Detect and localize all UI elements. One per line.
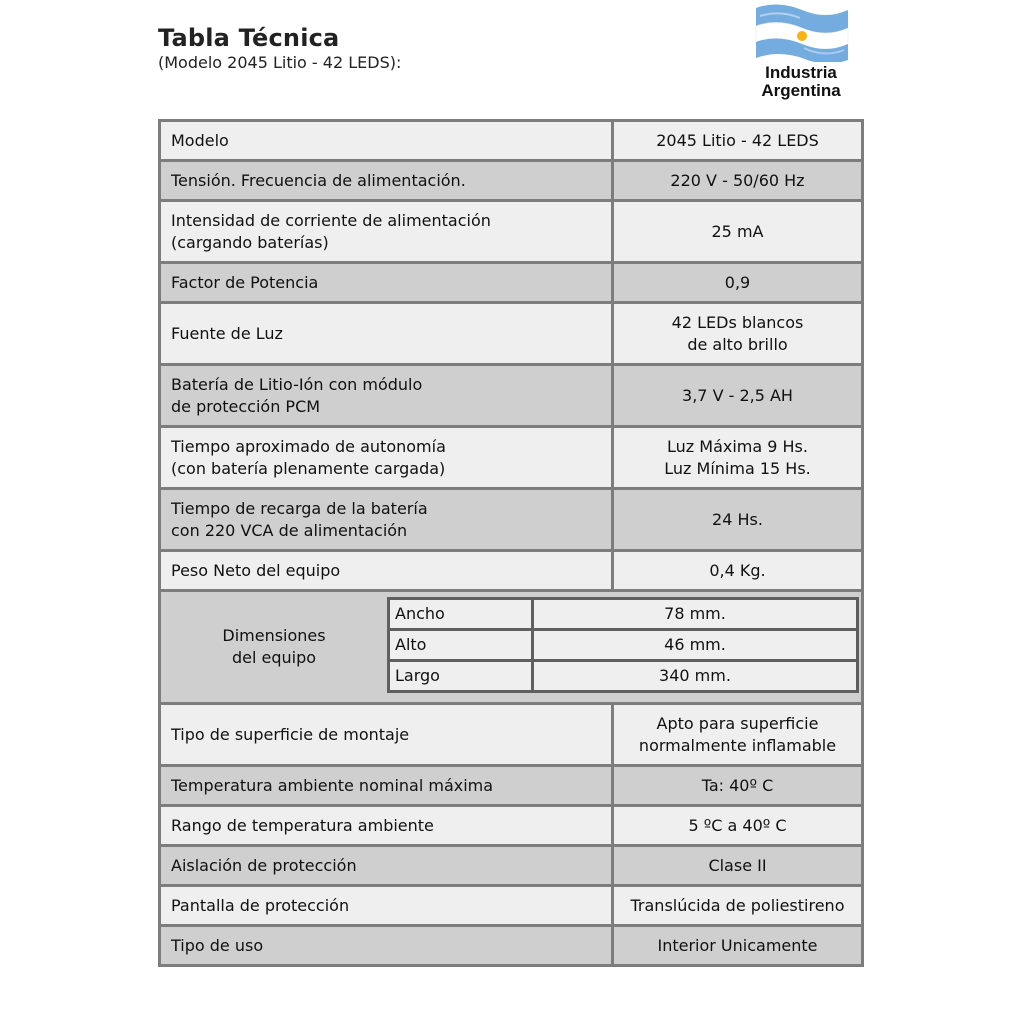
- spec-row-intensidad: [160, 201, 863, 263]
- spec-label: Tensión. Frecuencia de alimentación.: [160, 161, 613, 201]
- spec-value: 24 Hs.: [613, 489, 863, 551]
- spec-value: Apto para superficie normalmente inflamable: [613, 704, 863, 766]
- spec-label: Modelo: [160, 121, 613, 161]
- spec-value: Luz Máxima 9 Hs. Luz Mínima 15 Hs.: [613, 427, 863, 489]
- spec-row-dimensiones: [160, 591, 863, 704]
- dimension-value: 78 mm.: [533, 599, 858, 630]
- spec-value: 3,7 V - 2,5 AH: [613, 365, 863, 427]
- spec-value: Translúcida de poliestireno: [613, 886, 863, 926]
- spec-label: Tiempo de recarga de la batería con 220 VCA de alimentación: [160, 489, 613, 551]
- spec-value: 0,9: [613, 263, 863, 303]
- dimension-name: Largo: [389, 661, 533, 692]
- spec-row-fuente-luz: [160, 303, 863, 365]
- spec-row-superficie: [160, 704, 863, 766]
- spec-value: 0,4 Kg.: [613, 551, 863, 591]
- dimension-value: 46 mm.: [533, 630, 858, 661]
- spec-row-modelo: [160, 121, 863, 161]
- spec-value: Interior Unicamente: [613, 926, 863, 966]
- spec-value: 2045 Litio - 42 LEDS: [613, 121, 863, 161]
- dimension-row-largo: [389, 661, 858, 692]
- spec-row-aislacion: [160, 846, 863, 886]
- page-subtitle: (Modelo 2045 Litio - 42 LEDS):: [158, 53, 402, 72]
- spec-value: Ta: 40º C: [613, 766, 863, 806]
- spec-label: Factor de Potencia: [160, 263, 613, 303]
- dimensions-label: Dimensiones del equipo: [222, 626, 326, 667]
- spec-row-tipo-uso: [160, 926, 863, 966]
- dimension-name: Alto: [389, 630, 533, 661]
- page-title: Tabla Técnica: [158, 24, 340, 52]
- spec-label: Tiempo aproximado de autonomía (con batería plenamente cargada): [160, 427, 613, 489]
- spec-row-tension: [160, 161, 863, 201]
- dimension-row-alto: [389, 630, 858, 661]
- dimension-row-ancho: [389, 599, 858, 630]
- spec-value: 25 mA: [613, 201, 863, 263]
- dimensions-cell: [160, 591, 863, 704]
- spec-row-factor-potencia: [160, 263, 863, 303]
- spec-label: Fuente de Luz: [160, 303, 613, 365]
- dimension-value: 340 mm.: [533, 661, 858, 692]
- logo-text: [748, 64, 854, 100]
- spec-value: 220 V - 50/60 Hz: [613, 161, 863, 201]
- dimension-name: Ancho: [389, 599, 533, 630]
- spec-table: [158, 119, 864, 967]
- spec-label: Batería de Litio-Ión con módulo de protección PCM: [160, 365, 613, 427]
- spec-label: Tipo de superficie de montaje: [160, 704, 613, 766]
- spec-label: Tipo de uso: [160, 926, 613, 966]
- spec-row-peso: [160, 551, 863, 591]
- spec-row-recarga: [160, 489, 863, 551]
- spec-row-autonomia: [160, 427, 863, 489]
- spec-value: 5 ºC a 40º C: [613, 806, 863, 846]
- spec-value: Clase II: [613, 846, 863, 886]
- spec-label: Temperatura ambiente nominal máxima: [160, 766, 613, 806]
- industria-argentina-logo: [748, 0, 854, 104]
- spec-row-bateria: [160, 365, 863, 427]
- dimensions-table: [387, 597, 859, 693]
- spec-value: 42 LEDs blancos de alto brillo: [613, 303, 863, 365]
- spec-label: Peso Neto del equipo: [160, 551, 613, 591]
- logo-text-line-2: Argentina: [761, 81, 841, 100]
- spec-label: Pantalla de protección: [160, 886, 613, 926]
- logo-text-line-1: Industria: [765, 63, 837, 82]
- spec-label: Intensidad de corriente de alimentación (cargando baterías): [160, 201, 613, 263]
- spec-row-temp-max: [160, 766, 863, 806]
- spec-row-pantalla: [160, 886, 863, 926]
- spec-label: Rango de temperatura ambiente: [160, 806, 613, 846]
- spec-label: Aislación de protección: [160, 846, 613, 886]
- spec-row-temp-rango: [160, 806, 863, 846]
- argentina-flag-icon: [752, 2, 852, 62]
